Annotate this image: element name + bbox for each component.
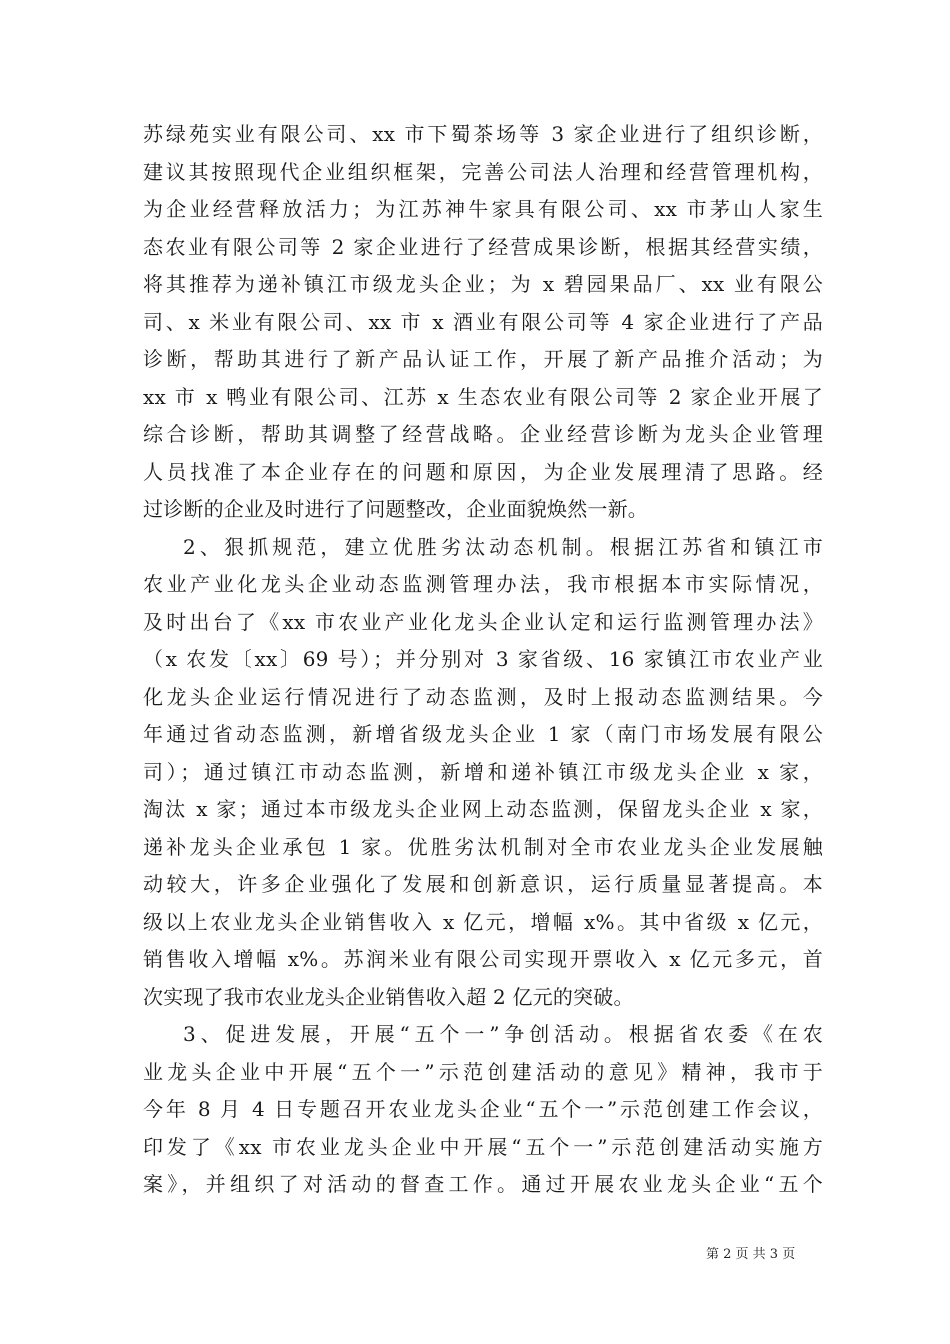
text-line-7: 诊断，帮助其进行了新产品认证工作，开展了新产品推介活动；为	[143, 347, 823, 371]
text-line-22: 级以上农业龙头企业销售收入 x 亿元，增幅 x%。其中省级 x 亿元，	[143, 909, 823, 934]
text-line-8: xx 市 x 鸭业有限公司、江苏 x 生态农业有限公司等 2 家企业开展了	[143, 384, 823, 409]
text-line-27: 今年 8 月 4 日专题召开农业龙头企业“五个一”示范创建工作会议，	[143, 1097, 823, 1121]
text-line-11: 过诊断的企业及时进行了问题整改，企业面貌焕然一新。	[143, 497, 648, 521]
text-line-3: 为企业经营释放活力；为江苏神牛家具有限公司、xx 市茅山人家生	[143, 197, 823, 221]
text-line-1: 苏绿苑实业有限公司、xx 市下蜀茶场等 3 家企业进行了组织诊断，	[143, 122, 823, 146]
text-line-24: 次实现了我市农业龙头企业销售收入超 2 亿元的突破。	[143, 984, 634, 1009]
text-line-19: 淘汰 x 家；通过本市级龙头企业网上动态监测，保留龙头企业 x 家，	[143, 797, 823, 821]
page-indicator: 第 2 页 共 3 页	[706, 1247, 796, 1262]
text-line-28: 印发了《xx 市农业龙头企业中开展“五个一”示范创建活动实施方	[143, 1134, 823, 1159]
text-line-26: 业龙头企业中开展“五个一”示范创建活动的意见》精神，我市于	[143, 1059, 823, 1084]
text-line-5: 将其推荐为递补镇江市级龙头企业；为 x 碧园果品厂、xx 业有限公	[143, 272, 823, 296]
text-line-14: 及时出台了《xx 市农业产业化龙头企业认定和运行监测管理办法》	[143, 609, 823, 634]
text-line-21: 动较大，许多企业强化了发展和创新意识，运行质量显著提高。本	[143, 872, 823, 896]
text-line-25: 3、促进发展，开展“五个一”争创活动。根据省农委《在农	[183, 1022, 823, 1046]
text-line-13: 农业产业化龙头企业动态监测管理办法，我市根据本市实际情况，	[143, 572, 823, 596]
text-line-10: 人员找准了本企业存在的问题和原因，为企业发展理清了思路。经	[143, 459, 823, 484]
text-line-12: 2、狠抓规范，建立优胜劣汰动态机制。根据江苏省和镇江市	[183, 534, 823, 559]
text-line-2: 建议其按照现代企业组织框架，完善公司法人治理和经营管理机构，	[143, 159, 823, 184]
text-line-9: 综合诊断，帮助其调整了经营战略。企业经营诊断为龙头企业管理	[143, 422, 823, 446]
body-text	[143, 116, 823, 1204]
text-line-17: 年通过省动态监测，新增省级龙头企业 1 家（南门市场发展有限公	[143, 722, 823, 746]
text-line-20: 递补龙头企业承包 1 家。优胜劣汰机制对全市农业龙头企业发展触	[143, 834, 823, 859]
text-line-6: 司、x 米业有限公司、xx 市 x 酒业有限公司等 4 家企业进行了产品	[143, 309, 823, 334]
text-line-15: （x 农发〔xx〕69 号）；并分别对 3 家省级、16 家镇江市农业产业	[143, 647, 823, 671]
text-line-4: 态农业有限公司等 2 家企业进行了经营成果诊断，根据其经营实绩，	[143, 234, 823, 259]
text-line-18: 司）；通过镇江市动态监测，新增和递补镇江市级龙头企业 x 家，	[143, 759, 823, 784]
text-line-16: 化龙头企业运行情况进行了动态监测，及时上报动态监测结果。今	[143, 684, 823, 709]
text-line-23: 销售收入增幅 x%。苏润米业有限公司实现开票收入 x 亿元多元，首	[143, 947, 823, 971]
text-line-29: 案》，并组织了对活动的督查工作。通过开展农业龙头企业“五个	[143, 1172, 823, 1196]
